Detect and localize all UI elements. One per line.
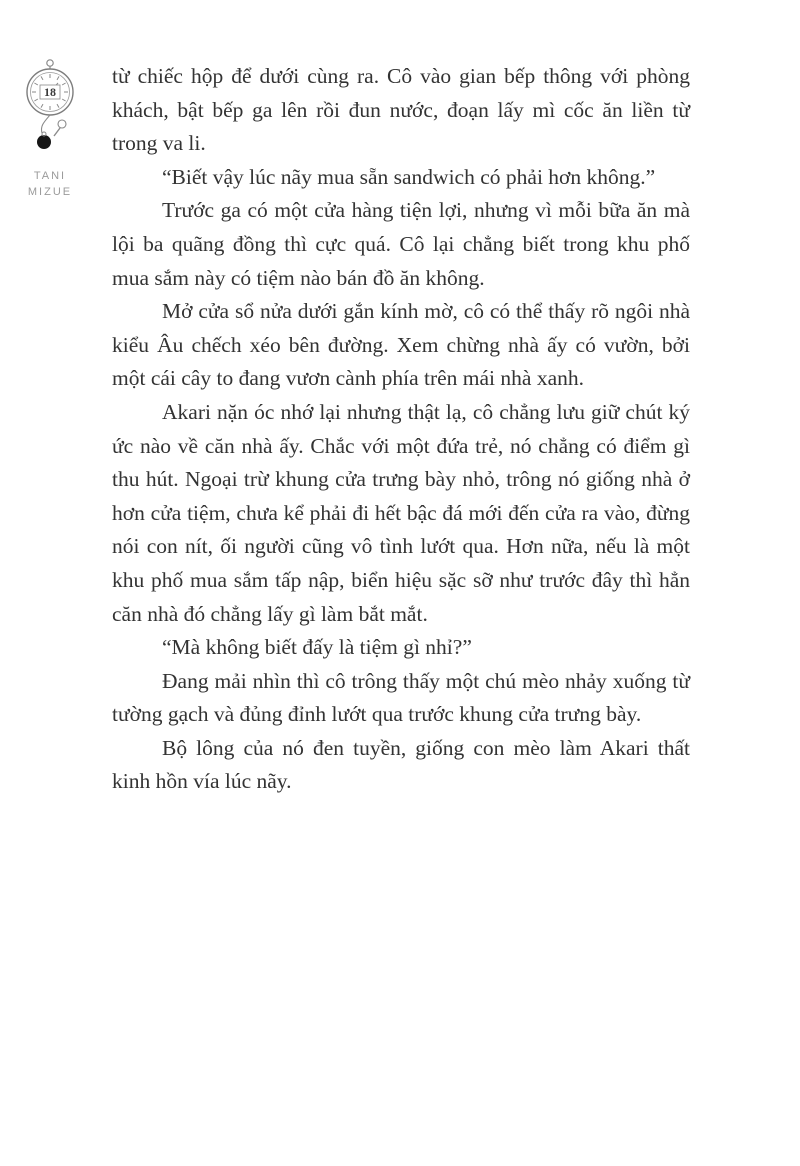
- paragraph: Mở cửa sổ nửa dưới gắn kính mờ, cô có thể thấy rõ ngôi nhà kiểu Âu chếch xéo bên đường. Xem chừng nhà ấy có vườn, bởi một cái cây to đang vươn cành phía trên mái nhà xanh.: [112, 299, 690, 391]
- author-name-line2: MIZUE: [27, 186, 73, 198]
- paragraph: Đang mải nhìn thì cô trông thấy một chú mèo nhảy xuống từ tường gạch và đủng đỉnh lướt qua trước khung cửa trưng bày.: [112, 668, 690, 727]
- page-margin-column: [16, 58, 84, 200]
- paragraph: Trước ga có một cửa hàng tiện lợi, nhưng vì mỗi bữa ăn mà lội ba quãng đồng thì cực quá. Cô lại chẳng biết trong khu phố mua sắm này có tiệm nào bán đồ ăn không.: [112, 198, 690, 290]
- body-text: [112, 60, 690, 799]
- paragraph: Akari nặn óc nhớ lại nhưng thật lạ, cô chẳng lưu giữ chút ký ức nào về căn nhà ấy. Chắc với một đứa trẻ, nó chẳng có điểm gì thu hút. Ngoại trừ khung cửa trưng bày nhỏ, trông nó giống nhà ở hơn cửa tiệm, chưa kể phải đi hết bậc đá mới đến cửa ra vào, đừng nói con nít, ối người cũng vô tình lướt qua. Hơn nữa, nếu là một khu phố mua sắm tấp nập, biển hiệu sặc sỡ như trước đây thì hẳn căn nhà đó chẳng lấy gì làm bắt mắt.: [112, 399, 690, 626]
- paragraph: Bộ lông của nó đen tuyền, giống con mèo làm Akari thất kinh hồn vía lúc nãy.: [112, 735, 690, 794]
- paragraph: từ chiếc hộp để dưới cùng ra. Cô vào gian bếp thông với phòng khách, bật bếp ga lên rồi đun nước, đoạn lấy mì cốc ăn liền từ trong va li.: [112, 64, 690, 156]
- paragraph: “Mà không biết đấy là tiệm gì nhỉ?”: [162, 635, 472, 660]
- author-name-line1: TANI: [33, 170, 67, 182]
- page-number: 18: [44, 85, 56, 99]
- pocket-watch-icon: [16, 58, 84, 162]
- author-name: [16, 168, 84, 200]
- paragraph: “Biết vậy lúc nãy mua sẵn sandwich có phải hơn không.”: [162, 164, 656, 189]
